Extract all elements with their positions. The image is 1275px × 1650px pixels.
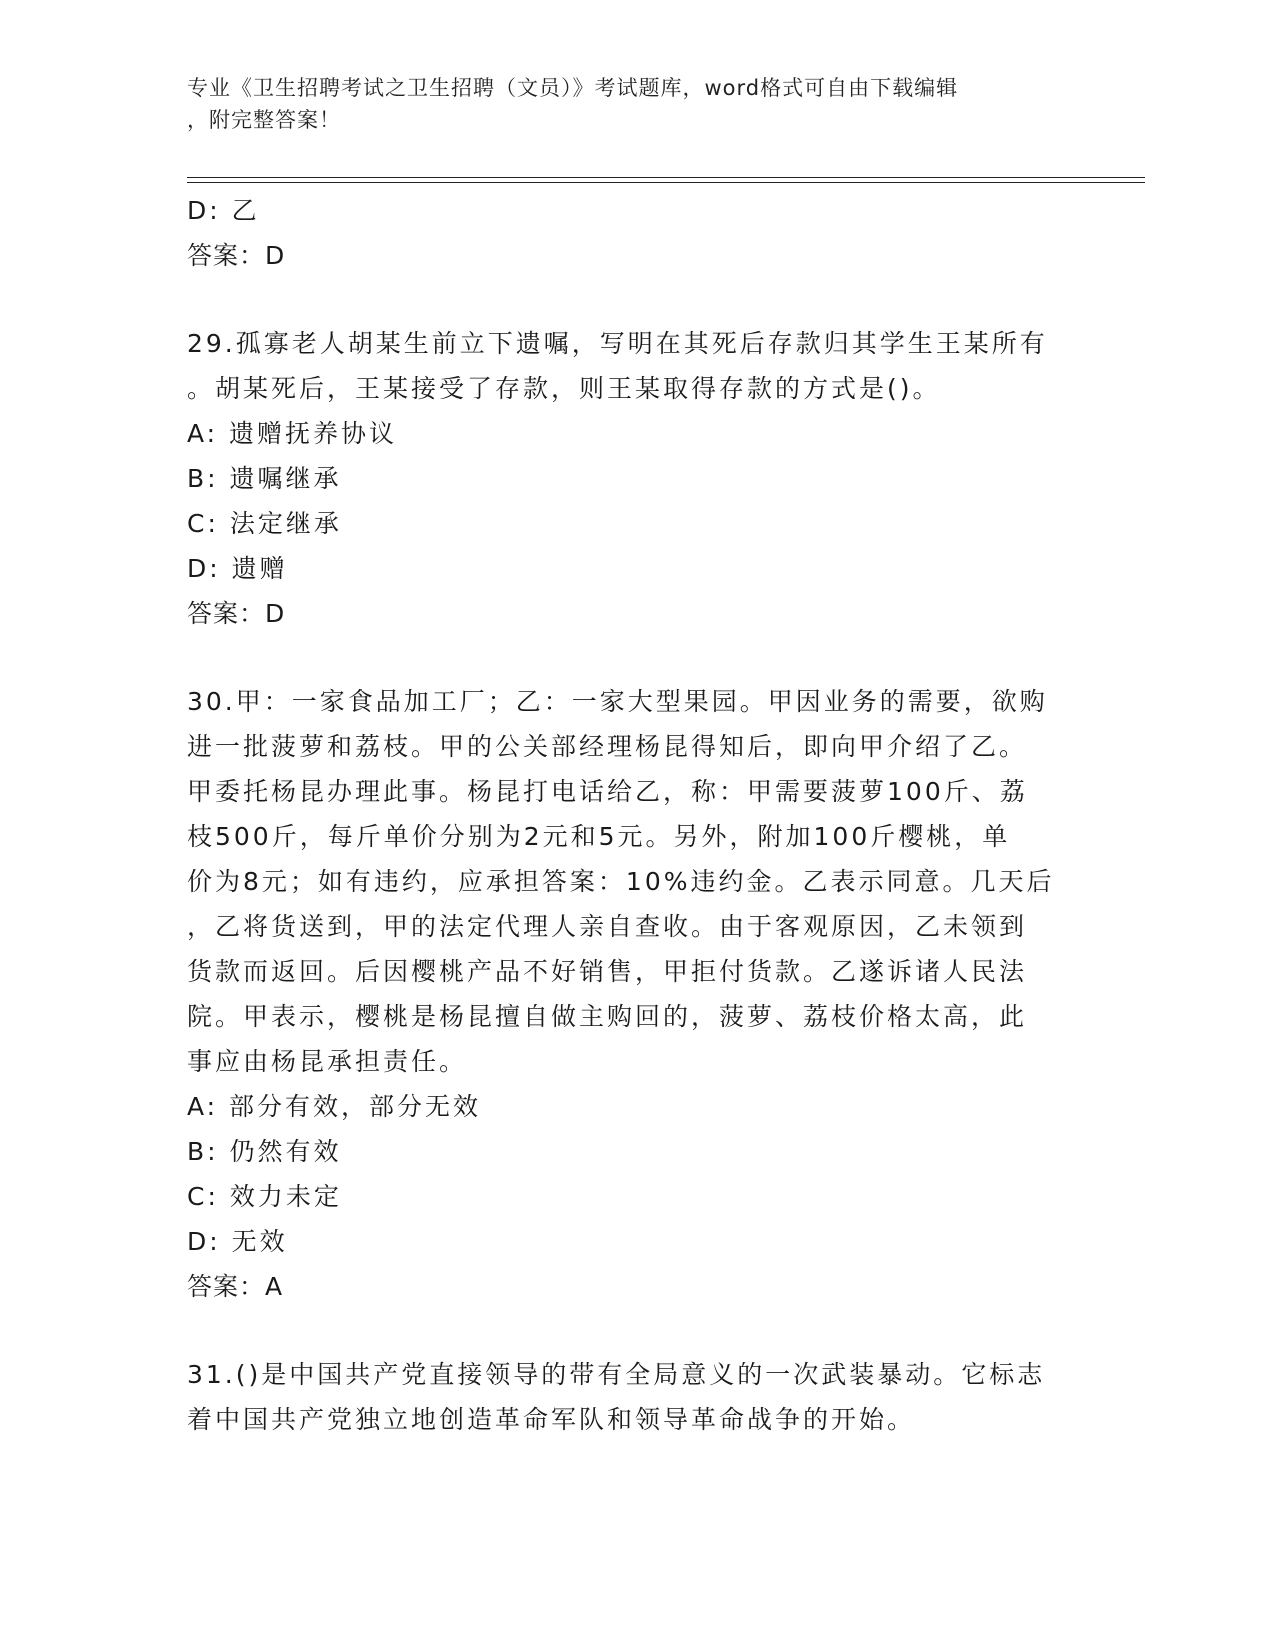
- option-b: B: 遗嘱继承: [187, 464, 342, 493]
- spacer: [187, 1309, 1087, 1352]
- question-stem-line: 事应由杨昆承担责任。: [187, 1047, 468, 1076]
- question-stem-line: 30.甲：一家食品加工厂；乙：一家大型果园。甲因业务的需要，欲购: [187, 687, 1048, 716]
- question-stem-line: 进一批菠萝和荔枝。甲的公关部经理杨昆得知后，即向甲介绍了乙。: [187, 732, 1028, 761]
- question-list: [187, 188, 1087, 1442]
- spacer: [187, 278, 1087, 321]
- question-stem-line: 院。甲表示，樱桃是杨昆擅自做主购回的，菠萝、荔枝价格太高，此: [187, 1002, 1028, 1031]
- question-stem-line: 货款而返回。后因樱桃产品不好销售，甲拒付货款。乙遂诉诸人民法: [187, 957, 1028, 986]
- question-stem-line: 31.()是中国共产党直接领导的带有全局意义的一次武装暴动。它标志: [187, 1360, 1046, 1389]
- header-rule-bottom: [187, 182, 1145, 183]
- question-stem-line: 枝500斤，每斤单价分别为2元和5元。另外，附加100斤樱桃，单: [187, 822, 1011, 851]
- question-stem-line: ，乙将货送到，甲的法定代理人亲自查收。由于客观原因，乙未领到: [187, 912, 1028, 941]
- previous-question-tail: [187, 188, 1087, 278]
- spacer: [187, 636, 1087, 679]
- option-c: C: 法定继承: [187, 509, 342, 538]
- question-stem-line: 价为8元；如有违约，应承担答案：10%违约金。乙表示同意。几天后: [187, 867, 1055, 896]
- option-a: A: 部分有效，部分无效: [187, 1092, 482, 1121]
- option-b: B: 仍然有效: [187, 1137, 342, 1166]
- header-rule-top: [187, 177, 1145, 178]
- question-31: [187, 1352, 1087, 1442]
- header-line-1: 专业《卫生招聘考试之卫生招聘（文员）》考试题库，word格式可自由下载编辑: [187, 76, 959, 100]
- question-29: [187, 321, 1087, 636]
- option-d: D: 乙: [187, 196, 260, 225]
- question-stem-line: 。胡某死后，王某接受了存款，则王某取得存款的方式是()。: [187, 374, 941, 403]
- question-30: [187, 679, 1087, 1309]
- option-a: A: 遗赠抚养协议: [187, 419, 398, 448]
- header-line-2: ，附完整答案！: [187, 108, 341, 132]
- question-stem-line: 着中国共产党独立地创造革命军队和领导革命战争的开始。: [187, 1405, 916, 1434]
- option-d: D: 遗赠: [187, 554, 288, 583]
- option-c: C: 效力未定: [187, 1182, 342, 1211]
- question-stem-line: 甲委托杨昆办理此事。杨昆打电话给乙，称：甲需要菠萝100斤、荔: [187, 777, 1028, 806]
- answer-line: 答案：A: [187, 1272, 284, 1301]
- option-d: D: 无效: [187, 1227, 288, 1256]
- answer-line: 答案：D: [187, 241, 286, 270]
- question-stem-line: 29.孤寡老人胡某生前立下遗嘱，写明在其死后存款归其学生王某所有: [187, 329, 1048, 358]
- page-header: [187, 72, 1087, 136]
- answer-line: 答案：D: [187, 599, 286, 628]
